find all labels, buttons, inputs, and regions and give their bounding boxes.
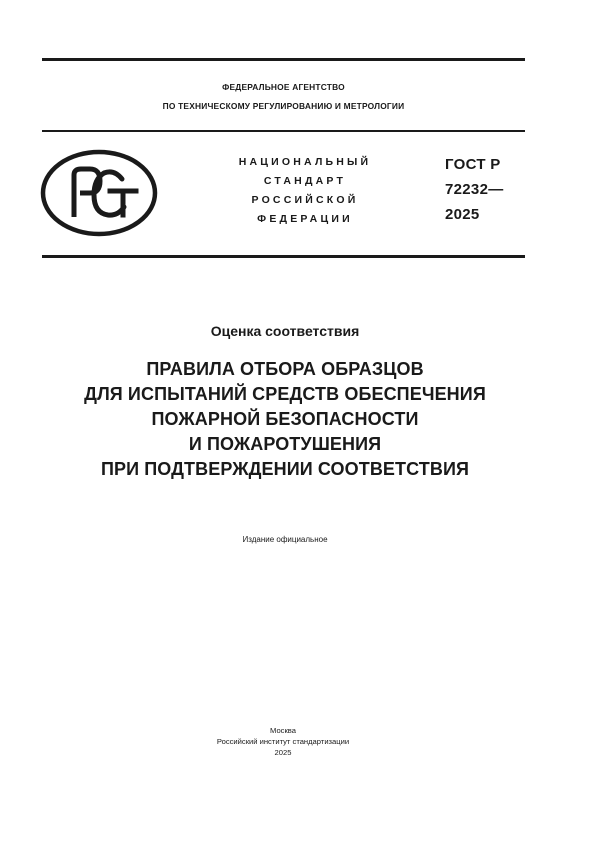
header-bottom-rule (42, 255, 525, 258)
document-subtitle: Оценка соответствия (210, 323, 360, 339)
header-divider-rule (42, 130, 525, 132)
document-title-line: ПРАВИЛА ОТБОРА ОБРАЗЦОВ (146, 359, 424, 379)
footer-year: 2025 (274, 748, 292, 757)
agency-name-line1: ФЕДЕРАЛЬНОЕ АГЕНТСТВО (222, 82, 345, 92)
designation-line3: 2025 (445, 206, 480, 223)
top-rule (42, 58, 525, 61)
standard-type-line3: РОССИЙСКОЙ (251, 194, 359, 206)
edition-note: Издание официальное (242, 535, 328, 544)
standard-type-line2: СТАНДАРТ (263, 175, 347, 187)
agency-name-line2: ПО ТЕХНИЧЕСКОМУ РЕГУЛИРОВАНИЮ И МЕТРОЛОГИИ (162, 101, 405, 111)
footer-publisher: Российский институт стандартизации (216, 737, 350, 746)
document-title-line: ДЛЯ ИСПЫТАНИЙ СРЕДСТВ ОБЕСПЕЧЕНИЯ (84, 384, 486, 404)
rst-conformity-mark-icon (40, 149, 158, 237)
document-title-line: ПРИ ПОДТВЕРЖДЕНИИ СООТВЕТСТВИЯ (100, 459, 470, 479)
standard-type-line4: ФЕДЕРАЦИИ (257, 213, 353, 225)
footer-city: Москва (270, 726, 296, 735)
standard-type-line1: НАЦИОНАЛЬНЫЙ (238, 156, 372, 168)
designation-line1: ГОСТ Р (445, 156, 501, 173)
designation-line2: 72232— (445, 181, 504, 198)
document-title-line: И ПОЖАРОТУШЕНИЯ (188, 434, 382, 454)
document-title-line: ПОЖАРНОЙ БЕЗОПАСНОСТИ (151, 409, 419, 429)
